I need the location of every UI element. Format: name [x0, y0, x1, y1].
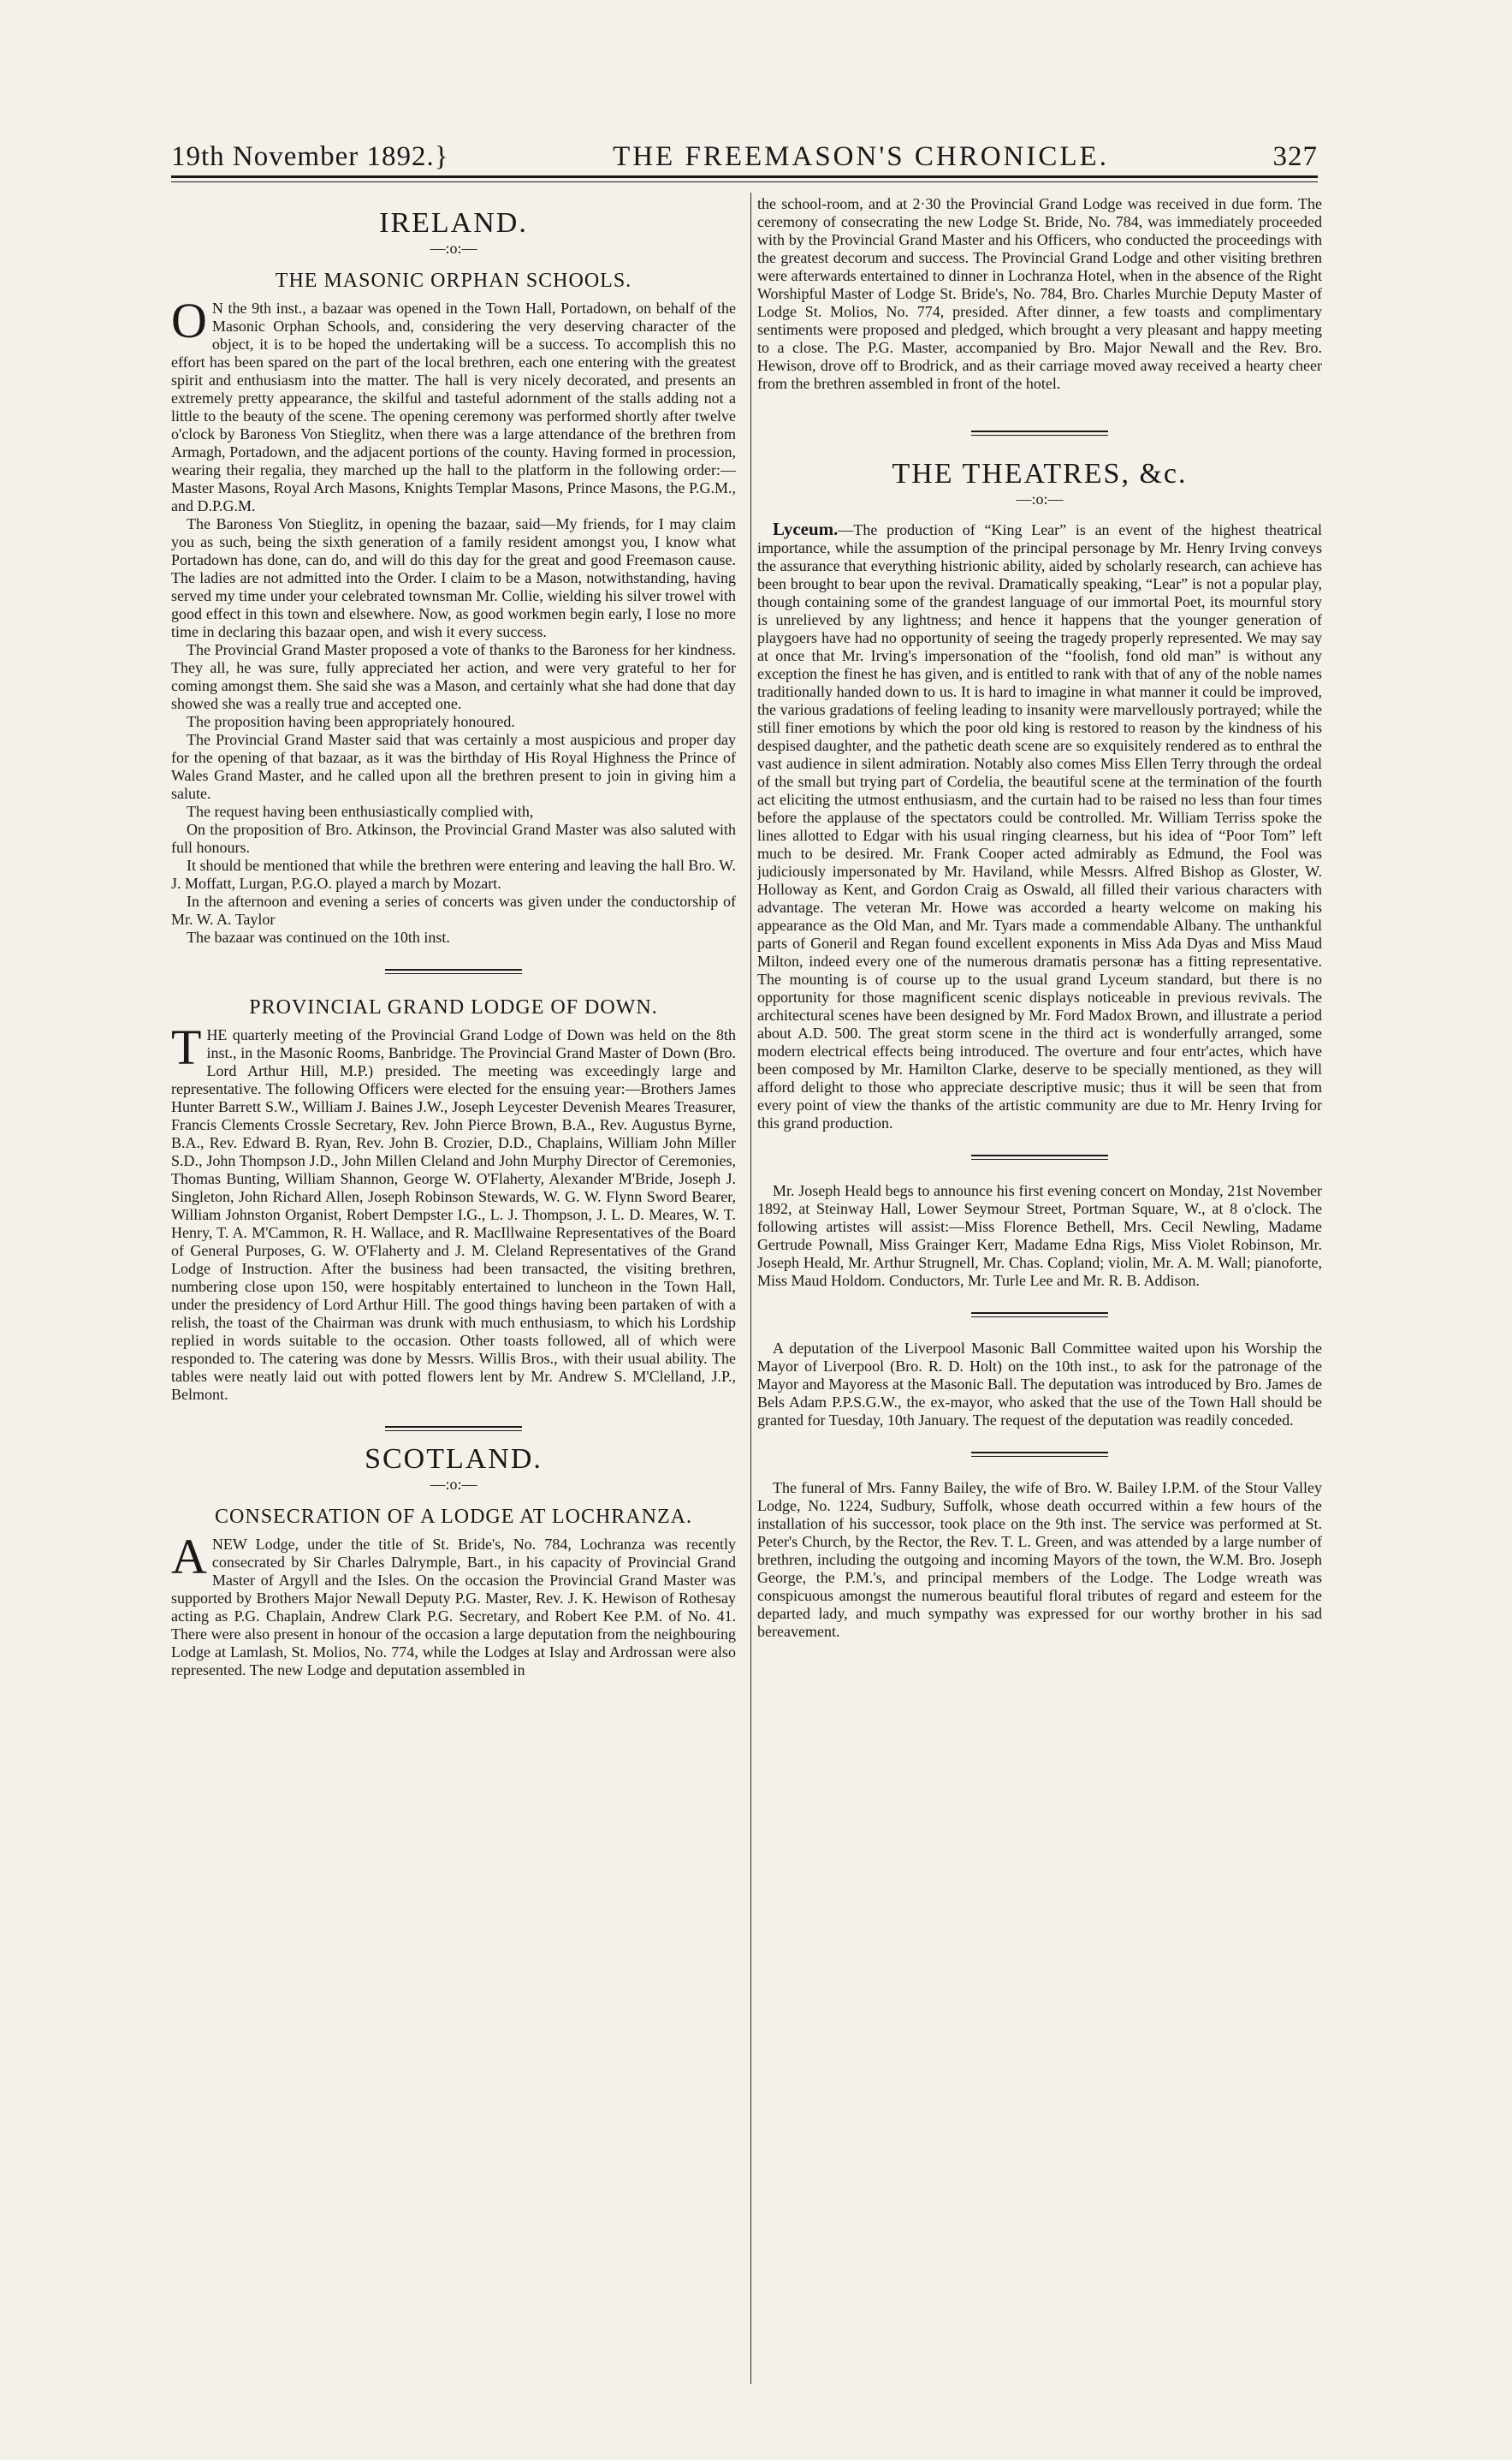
article-paragraph: O N the 9th inst., a bazaar was opened in the Town Hall, Portadown, on behalf of the Masonic Orphan Schools, and, considering the very deserving character of the object, it is to be hoped the undertaking will be a success. To accomplish this no effort has been spared on the part of the local brethren, each one entering with the greatest spirit and enthusiasm into the matter. The hall is very nicely decorated, and presents an extremely pretty appearance, the skilful and tasteful adornment of the stalls adding not a little to the beauty of the scene. The opening ceremony was performed shortly after twelve o'clock by Baroness Von Stieglitz, when there was a large attendance of the brethren from Armagh, Portadown, and the adjacent portions of the county. Having formed in procession, wearing their regalia, they marched up the hall to the platform in the following order:—Master Masons, Royal Arch Masons, Knights Templar Masons, Prince Masons, the P.G.M., and D.P.G.M.	[171, 293, 736, 514]
header-rule	[171, 175, 1318, 182]
article-paragraph: ANEW Lodge, under the title of St. Bride's, No. 784, Lochranza was recently consecrated by Sir Charles Dalrymple, Bart., in his capacity of Provincial Grand Master of Argyll and the Isles. On the occasion the Provincial Grand Master was supported by Brothers Major Newall Deputy P.G. Master, Rev. J. K. Hewison of Rothesay acting as P.G. Chaplain, Andrew Clark P.G. Secretary, and Robert Kee P.M. of No. 41. There were also present in honour of the occasion a large deputation from the neighbouring Lodge at Lamlash, St. Molios, No. 774, while the Lodges at Islay and Ardrossan were also represented. The new Lodge and deputation assembled in	[171, 1529, 736, 1679]
column-divider	[750, 193, 751, 2384]
page-number: 327	[1272, 141, 1318, 172]
left-column	[171, 195, 736, 2386]
ornament: —:o:—	[430, 240, 477, 257]
drop-cap: T	[171, 1019, 202, 1075]
masthead: THE FREEMASON'S CHRONICLE.	[613, 141, 1109, 172]
lead-word: Lyceum.	[773, 519, 839, 539]
article-paragraph: The Provincial Grand Master said that was certainly a most auspicious and proper day for the opening of that bazaar, as it was the birthday of His Royal Highness the Prince of Wales Grand Master, and he called upon all the brethren present to join in giving him a salute.	[171, 731, 736, 802]
article-paragraph: THE quarterly meeting of the Provincial Grand Lodge of Down was held on the 8th inst., in the Masonic Rooms, Banbridge. The Provincial Grand Master of Down (Bro. Lord Arthur Hill, M.P.) presided. The meeting was exceedingly large and representative. The following Officers were elected for the ensuing year:—Brothers James Hunter Barrett S.W., William J. Baines J.W., Joseph Leycester Devenish Meares Treasurer, Francis Clements Crossle Secretary, Rev. John Pierce Brown, B.A., Rev. Augustus Byrne, B.A., Rev. Edward B. Ryan, Rev. John B. Crozier, D.D., Chaplains, William John Miller S.D., John Thompson J.D., John Millen Cleland and John Murphy Director of Ceremonies, Thomas Bunting, William Shannon, George W. O'Flaherty, Alexander M'Bride, Joseph J. Singleton, John Richard Allen, Joseph Robinson Stewards, W. G. W. Flynn Sword Bearer, William Johnston Organist, Robert Dempster I.G., L. J. Thompson, J. L. D. Meares, W. T. Henry, T. A. M'Cammon, R. H. Wallace, and R. MacIllwaine Representatives of the Board of General Purposes, G. W. O'Flaherty and J. M. Cleland Representatives of the Grand Lodge of Instruction. After the business had been transacted, the visiting brethren, numbering close upon 150, were hospitably entertained to luncheon in the Town Hall, under the presidency of Lord Arthur Hill. The good things having been partaken of with a relish, the toast of the Chairman was drunk with much enthusiasm, to which his Lordship replied in words suitable to the occasion. Other toasts followed, all of which were responded to. The catering was done by Messrs. Willis Bros., with their usual ability. The tables were neatly laid out with potted flowers lent by Mr. Andrew S. M'Clelland, J.P., Belmont.	[171, 1019, 736, 1403]
subtitle-orphan-schools: THE MASONIC ORPHAN SCHOOLS.	[275, 270, 632, 292]
article-paragraph: The Provincial Grand Master proposed a vote of thanks to the Baroness for her kindness. They all, he was sure, fully appreciated her action, and were very grateful to her for coming amongst them. She said she was a Mason, and certainly what she had done that day showed she was a really true and accepted one.	[171, 641, 736, 712]
section-title-ireland: IRELAND.	[379, 207, 528, 239]
article-paragraph: It should be mentioned that while the brethren were entering and leaving the hall Bro. W. J. Moffatt, Lurgan, P.G.O. played a march by Mozart.	[171, 857, 736, 892]
article-paragraph: the school-room, and at 2·30 the Provincial Grand Lodge was received in due form. The ceremony of consecrating the new Lodge St. Bride, No. 784, was immediately proceeded with by the Provincial Grand Master and his Officers, who conducted the proceedings with the greatest decorum and success. The Provincial Grand Lodge and other visiting brethren were afterwards entertained to dinner in Lochranza Hotel, when in the absence of the Right Worshipful Master of Lodge St. Bride's, No. 784, Bro. Charles Murchie Deputy Master of Lodge St. Molios, No. 774, presided. After dinner, a few toasts and complimentary sentiments were proposed and pledged, which brought a very pleasant and happy meeting to a close. The P.G. Master, accompanied by Bro. Major Newall and the Rev. Bro. Hewison, drove off to Brodrick, and as their carriage moved away received a hearty cheer from the brethren assembled in front of the hotel.	[757, 195, 1322, 392]
section-title-scotland: SCOTLAND.	[365, 1443, 543, 1475]
subtitle-lochranza: CONSECRATION OF A LODGE AT LOCHRANZA.	[215, 1506, 692, 1528]
article-paragraph: Mr. Joseph Heald begs to announce his first evening concert on Monday, 21st November 1892, at Steinway Hall, Lower Seymour Street, Portman Square, W., at 8 o'clock. The following artistes will assist:—Miss Florence Bethell, Mrs. Cecil Newling, Madame Gertrude Pownall, Miss Grainger Kerr, Madame Edna Rigs, Miss Violet Robinson, Mr. Joseph Heald, Mr. Arthur Strugnell, Mr. Chas. Copland; violin, Mr. A. M. Wall; pianoforte, Miss Maud Holdom. Conductors, Mr. Turle Lee and Mr. R. B. Addison.	[757, 1182, 1322, 1289]
drop-cap: A	[171, 1529, 207, 1584]
article-paragraph: The Baroness Von Stieglitz, in opening the bazaar, said—My friends, for I may claim you as such, being the sixth generation of a family resident amongst you, I know what Portadown has done, can do, and will do this day for the great and good Freemason cause. The ladies are not admitted into the Order. I claim to be a Mason, notwithstanding, having served my time under your celebrated townsman Mr. Collie, wielding his silver trowel with good effect in this town and elsewhere. Now, as good workmen begin early, I lose no more time in declaring this bazaar open, and wish it every success.	[171, 515, 736, 640]
article-paragraph: A deputation of the Liverpool Masonic Ball Committee waited upon his Worship the Mayor of Liverpool (Bro. R. D. Holt) on the 10th inst., to ask for the patronage of the Mayor and Mayoress at the Masonic Ball. The deputation was introduced by Bro. James de Bels Adam P.P.S.G.W., the ex-mayor, who asked that the use of the Town Hall should be granted for Tuesday, 10th January. The request of the deputation was readily conceded.	[757, 1340, 1322, 1429]
section-title-down: PROVINCIAL GRAND LODGE OF DOWN.	[249, 996, 658, 1019]
section-title-theatres: THE THEATRES, &c.	[892, 458, 1188, 490]
article-paragraph: The request having been enthusiastically complied with,	[187, 803, 534, 820]
drop-cap: O	[171, 293, 207, 348]
right-column	[757, 195, 1322, 2386]
article-paragraph: Lyceum.—The production of “King Lear” is an event of the highest theatrical importance, while the assumption of the principal personage by Mr. Henry Irving conveys the assurance that everything histrionic ability, aided by scholarly research, can achieve has been brought to bear upon the revival. Dramatically speaking, “Lear” is not a popular play, though containing some of the grandest language of our immortal Poet, its mournful story is unrelieved by any lightness; and hence it happens that the younger generation of playgoers have had no opportunity of seeing the tragedy properly represented. We may say at once that Mr. Irving's impersonation of the “foolish, fond old man” is without any exception the finest he has given, and is entitled to rank with that of any of the noble names traditionally handed down to us. It is hard to imagine in what manner it could be improved, the various gradations of feeling leading to insanity were marvellously portrayed; while the still finer emotions by which the poor old king is restored to reason by the kindness of his despised daughter, and the pathetic death scene are so exquisitely rendered as to enthral the vast audience in silent admiration. Notably also comes Miss Ellen Terry through the ordeal of the small but trying part of Cordelia, the beautiful scene at the termination of the fourth act eliciting the utmost enthusiasm, and the curtain had to be raised no less than four times before the applause of the spectators could be controlled. Mr. William Terriss spoke the lines allotted to Edgar with his usual ringing clearness, but his idea of “Poor Tom” left much to be desired. Mr. Frank Cooper acted admirably as Edmund, the Fool was judiciously impersonated by Mr. Haviland, while Messrs. Alfred Bishop as Gloster, W. Holloway as Kent, and Gordon Craig as Oswald, all filled their various characters with advantage. The veteran Mr. Howe was accorded a hearty welcome on making his appearance as the Old Man, and Mr. Tyars made a commendable Albany. The unthankful parts of Goneril and Regan found excellent exponents in Miss Ada Dyas and Miss Maud Milton, indeed every one of the numerous dramatis personæ has a fitting representative. The mounting is of course up to the usual grand Lyceum standard, but there is no opportunity for those magnificent scenic displays noticeable in previous revivals. The architectural scenes have been designed by Mr. Ford Madox Brown, and illustrate a period about A.D. 500. The great storm scene in the third act is wonderfully arranged, some modern electrical effects being introduced. The overture and four entr'actes, which have been composed by Mr. Hamilton Clarke, deserve to be specially mentioned, as they will afford delight to those who appreciate descriptive music; thus it will be seen that from every point of view the thanks of the artistic community are due to Mr. Henry Irving for this grand production.	[757, 519, 1322, 1132]
article-paragraph: The funeral of Mrs. Fanny Bailey, the wife of Bro. W. Bailey I.P.M. of the Stour Valley Lodge, No. 1224, Sudbury, Suffolk, whose death occurred within a few hours of the installation of his successor, took place on the 9th inst. The service was performed at St. Peter's Church, by the Rector, the Rev. T. L. Green, and was attended by a large number of brethren, including the outgoing and incoming Mayors of the town, the W.M. Bro. Joseph George, the P.M.'s, and principal members of the Lodge. The Lodge wreath was conspicuous amongst the numerous beautiful floral tributes of regard and esteem for the departed lady, and much sympathy was expressed for our worthy brother in his sad bereavement.	[757, 1479, 1322, 1640]
article-paragraph: The proposition having been appropriately honoured.	[187, 713, 515, 730]
article-paragraph: The bazaar was continued on the 10th inst.	[187, 929, 450, 946]
issue-date: 19th November 1892.}	[171, 141, 449, 172]
ornament: —:o:—	[1016, 490, 1064, 508]
article-paragraph: In the afternoon and evening a series of concerts was given under the conductorship of Mr. W. A. Taylor	[171, 893, 736, 928]
ornament: —:o:—	[430, 1476, 477, 1493]
article-paragraph: On the proposition of Bro. Atkinson, the Provincial Grand Master was also saluted with full honours.	[171, 821, 736, 856]
page-header	[171, 128, 1318, 173]
